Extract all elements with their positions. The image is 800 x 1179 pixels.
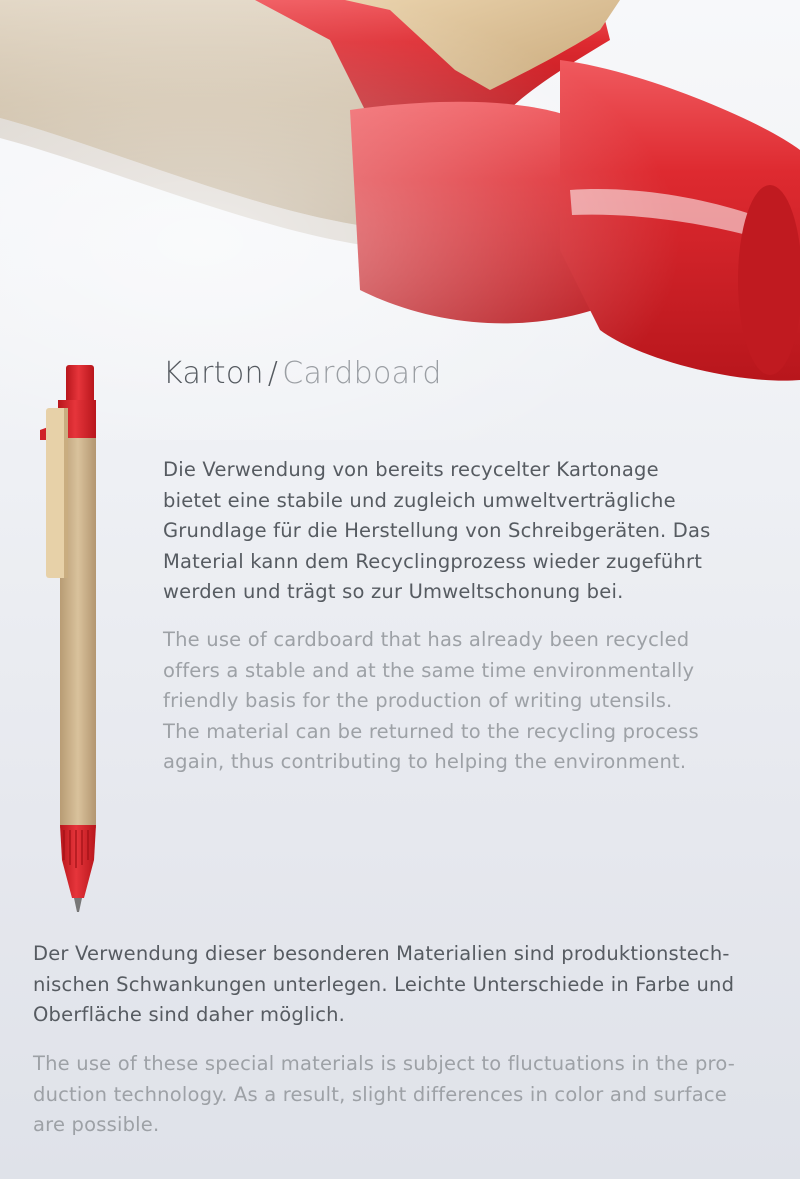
text-line: friendly basis for the production of writing utensils.: [163, 689, 673, 712]
text-line: nischen Schwankungen unterlegen. Leichte Unterschiede in Farbe und: [33, 972, 735, 996]
text-line: Die Verwendung von bereits recycelter Kartonage: [163, 458, 659, 481]
text-line: The material can be returned to the recycling process: [163, 719, 699, 743]
text-line: are possible.: [33, 1113, 160, 1136]
text-line: Grundlage für die Herstellung von Schreibgeräten. Das: [163, 519, 711, 542]
text-line: offers a stable and at the same time environmentally: [163, 658, 695, 682]
text-line: werden und trägt so zur Umweltschonung bei.: [163, 580, 624, 603]
text-line: The use of cardboard that has already been recycled: [163, 628, 690, 651]
production-note-english: [33, 1049, 773, 1141]
text-line: Oberfläche sind daher möglich.: [33, 1003, 346, 1026]
title-separator: /: [267, 356, 279, 391]
material-description-german: [163, 455, 763, 608]
cardboard-pen-image: [36, 360, 106, 920]
page-title: [163, 356, 442, 391]
production-note-german: [33, 939, 773, 1031]
title-english: Cardboard: [282, 356, 442, 391]
text-line: The use of these special materials is subject to fluctuations in the pro-: [33, 1052, 736, 1075]
title-german: Karton: [163, 356, 264, 391]
text-line: duction technology. As a result, slight differences in color and surface: [33, 1082, 727, 1106]
text-line: again, thus contributing to helping the environment.: [163, 750, 687, 773]
material-description-english: [163, 625, 763, 778]
text-line: bietet eine stabile und zugleich umweltverträgliche: [163, 488, 676, 512]
text-line: Material kann dem Recyclingprozess wieder zugeführt: [163, 549, 703, 573]
text-line: Der Verwendung dieser besonderen Materialien sind produktionstech-: [33, 942, 730, 965]
